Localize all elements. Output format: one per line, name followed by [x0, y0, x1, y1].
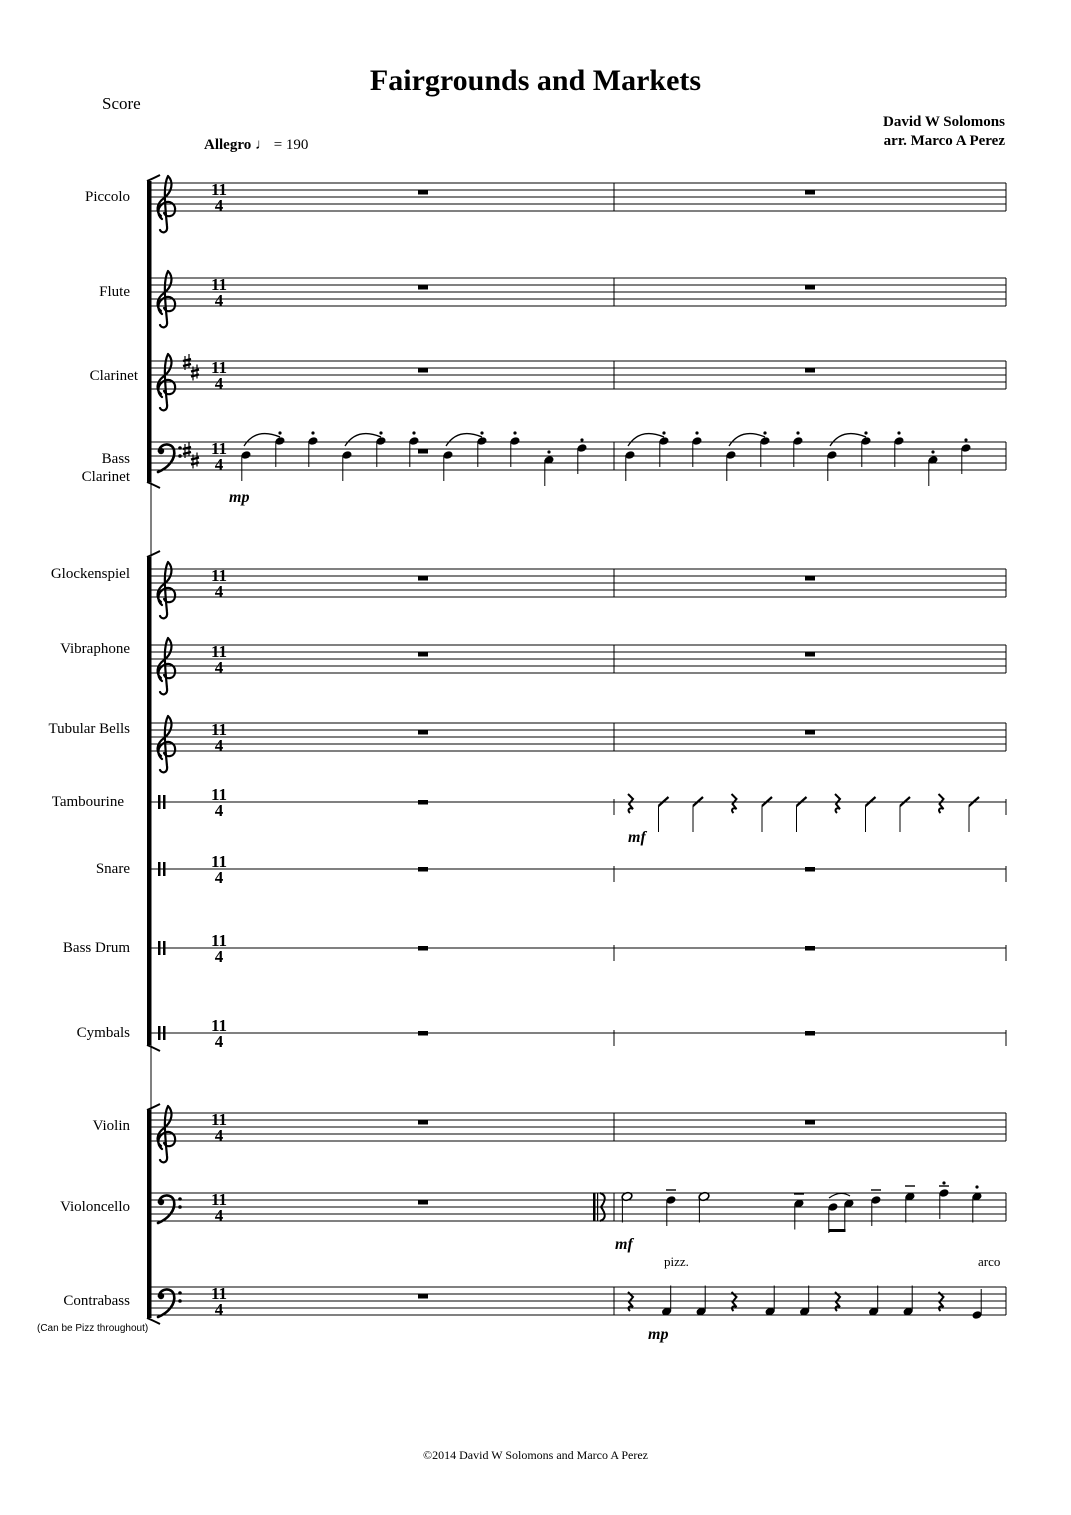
time-signature-top-3: 11: [210, 439, 228, 458]
staccato-dot: [931, 450, 934, 453]
whole-rest: [418, 1294, 428, 1299]
whole-rest: [805, 867, 815, 872]
percussion-clef-icon: [158, 795, 161, 809]
time-signature-bottom-5: 4: [214, 658, 224, 677]
staccato-dot: [580, 438, 583, 441]
beam: [829, 1229, 846, 1232]
sharp-icon: [191, 453, 199, 469]
sharp-icon: [191, 365, 199, 381]
time-signature-top-4: 11: [210, 566, 228, 585]
whole-rest: [418, 1200, 428, 1205]
whole-rest: [805, 1031, 815, 1036]
contrabass-note: (Can be Pizz throughout): [37, 1323, 149, 1334]
staccato-dot: [412, 431, 415, 434]
whole-rest: [805, 946, 815, 951]
time-signature-top-8: 11: [210, 852, 228, 871]
tempo-value: = 190: [273, 137, 309, 153]
instrument-name-violin: Violin: [92, 1118, 130, 1134]
quarter-rest: [732, 794, 737, 813]
instrument-name-tubular-bells: Tubular Bells: [48, 721, 130, 737]
whole-rest: [805, 576, 815, 581]
whole-rest: [805, 190, 815, 195]
time-signature-bottom-9: 4: [214, 947, 224, 966]
whole-rest: [418, 190, 428, 195]
time-signature-top-13: 11: [210, 1284, 228, 1303]
percussion-clef-icon: [158, 862, 161, 876]
staccato-dot: [662, 431, 665, 434]
instrument-name-contrabass: Contrabass: [63, 1293, 130, 1309]
score-label: Score: [102, 94, 141, 113]
staccato-dot: [547, 450, 550, 453]
slur: [345, 434, 381, 446]
time-signature-bottom-4: 4: [214, 582, 224, 601]
pizz-marking: pizz.: [664, 1254, 689, 1269]
instrument-name-vibraphone: Vibraphone: [60, 641, 130, 657]
dynamic-mf: mf: [628, 829, 646, 846]
staccato-dot: [513, 431, 516, 434]
time-signature-top-7: 11: [210, 785, 228, 804]
quarter-note-icon: ♩: [254, 137, 270, 153]
dynamic-mp: mp: [229, 489, 250, 506]
staccato-dot: [864, 431, 867, 434]
bracket-percussion: [147, 557, 151, 1045]
quarter-rest: [628, 794, 633, 813]
arranger: arr. Marco A Perez: [883, 133, 1005, 149]
instrument-name-clarinet: Clarinet: [89, 368, 138, 384]
bracket-woodwinds-hook: [147, 175, 160, 181]
staccato-dot: [695, 431, 698, 434]
whole-rest: [418, 946, 428, 951]
quarter-rest: [835, 794, 840, 813]
whole-rest: [418, 800, 428, 805]
time-signature-bottom-11: 4: [214, 1126, 224, 1145]
whole-rest: [805, 368, 815, 373]
percussion-clef-icon: [163, 941, 166, 955]
staccato-dot: [763, 431, 766, 434]
time-signature-top-12: 11: [210, 1190, 228, 1209]
time-signature-bottom-7: 4: [214, 801, 224, 820]
dynamic-mp: mp: [648, 1326, 669, 1343]
slur: [830, 434, 866, 446]
bracket-percussion-hook: [147, 1045, 160, 1051]
whole-rest: [418, 652, 428, 657]
tenor-clef-icon: [593, 1193, 596, 1221]
percussion-clef-icon: [163, 795, 166, 809]
whole-rest: [418, 449, 428, 454]
instrument-name-glockenspiel: Glockenspiel: [50, 566, 130, 582]
staccato-dot: [278, 431, 281, 434]
instrument-name-piccolo: Piccolo: [85, 189, 130, 205]
whole-rest: [805, 730, 815, 735]
staccato-dot: [975, 1185, 978, 1188]
slur: [729, 434, 765, 446]
instrument-name-bass-drum: Bass Drum: [62, 940, 130, 956]
instrument-name-tambourine: Tambourine: [51, 794, 124, 810]
whole-rest: [418, 285, 428, 290]
instrument-name-flute: Flute: [99, 284, 130, 300]
percussion-clef-icon: [163, 862, 166, 876]
staccato-dot: [311, 431, 314, 434]
bracket-woodwinds-hook: [147, 482, 160, 488]
instrument-name-bass-clarinet-line2: Clarinet: [81, 469, 130, 485]
score-title: Fairgrounds and Markets: [369, 64, 702, 97]
instrument-name-cymbals: Cymbals: [76, 1025, 130, 1041]
time-signature-bottom-10: 4: [214, 1032, 224, 1051]
whole-rest: [805, 1120, 815, 1125]
time-signature-bottom-2: 4: [214, 374, 224, 393]
time-signature-top-1: 11: [210, 275, 228, 294]
slur: [628, 434, 664, 446]
slur: [829, 1193, 850, 1198]
tenor-clef-icon: [597, 1193, 598, 1221]
time-signature-top-0: 11: [210, 180, 228, 199]
bracket-percussion-hook: [147, 551, 160, 557]
staccato-dot: [964, 438, 967, 441]
whole-rest: [418, 576, 428, 581]
tempo-word: Allegro: [204, 137, 252, 153]
whole-rest: [418, 1120, 428, 1125]
slur: [446, 434, 482, 446]
time-signature-bottom-8: 4: [214, 868, 224, 887]
bracket-strings-hook: [147, 1104, 160, 1110]
bracket-strings: [147, 1110, 151, 1318]
staccato-dot: [379, 431, 382, 434]
time-signature-bottom-12: 4: [214, 1206, 224, 1225]
whole-rest: [418, 1031, 428, 1036]
whole-rest: [418, 730, 428, 735]
instrument-name-snare: Snare: [95, 861, 130, 877]
whole-rest: [418, 867, 428, 872]
percussion-clef-icon: [158, 941, 161, 955]
time-signature-bottom-1: 4: [214, 291, 224, 310]
time-signature-bottom-6: 4: [214, 736, 224, 755]
percussion-clef-icon: [158, 1026, 161, 1040]
time-signature-top-11: 11: [210, 1110, 228, 1129]
staccato-dot: [942, 1181, 945, 1184]
slur: [244, 434, 280, 446]
dynamic-mf: mf: [615, 1236, 633, 1253]
time-signature-top-10: 11: [210, 1016, 228, 1035]
time-signature-top-2: 11: [210, 358, 228, 377]
time-signature-bottom-0: 4: [214, 196, 224, 215]
instrument-name-violoncello: Violoncello: [60, 1199, 130, 1215]
time-signature-top-6: 11: [210, 720, 228, 739]
whole-rest: [805, 285, 815, 290]
percussion-clef-icon: [163, 1026, 166, 1040]
staccato-dot: [480, 431, 483, 434]
bracket-woodwinds: [147, 181, 151, 482]
time-signature-top-9: 11: [210, 931, 228, 950]
arco-marking: arco: [978, 1254, 1001, 1269]
time-signature-bottom-3: 4: [214, 455, 224, 474]
bracket-strings-hook: [147, 1318, 160, 1324]
quarter-rest: [939, 794, 944, 813]
copyright: ©2014 David W Solomons and Marco A Perez: [423, 1448, 648, 1462]
staccato-dot: [796, 431, 799, 434]
composer: David W Solomons: [883, 114, 1005, 130]
instrument-name-bass-clarinet-line1: Bass: [101, 451, 130, 467]
staccato-dot: [897, 431, 900, 434]
whole-rest: [418, 368, 428, 373]
whole-rest: [805, 652, 815, 657]
time-signature-top-5: 11: [210, 642, 228, 661]
time-signature-bottom-13: 4: [214, 1300, 224, 1319]
